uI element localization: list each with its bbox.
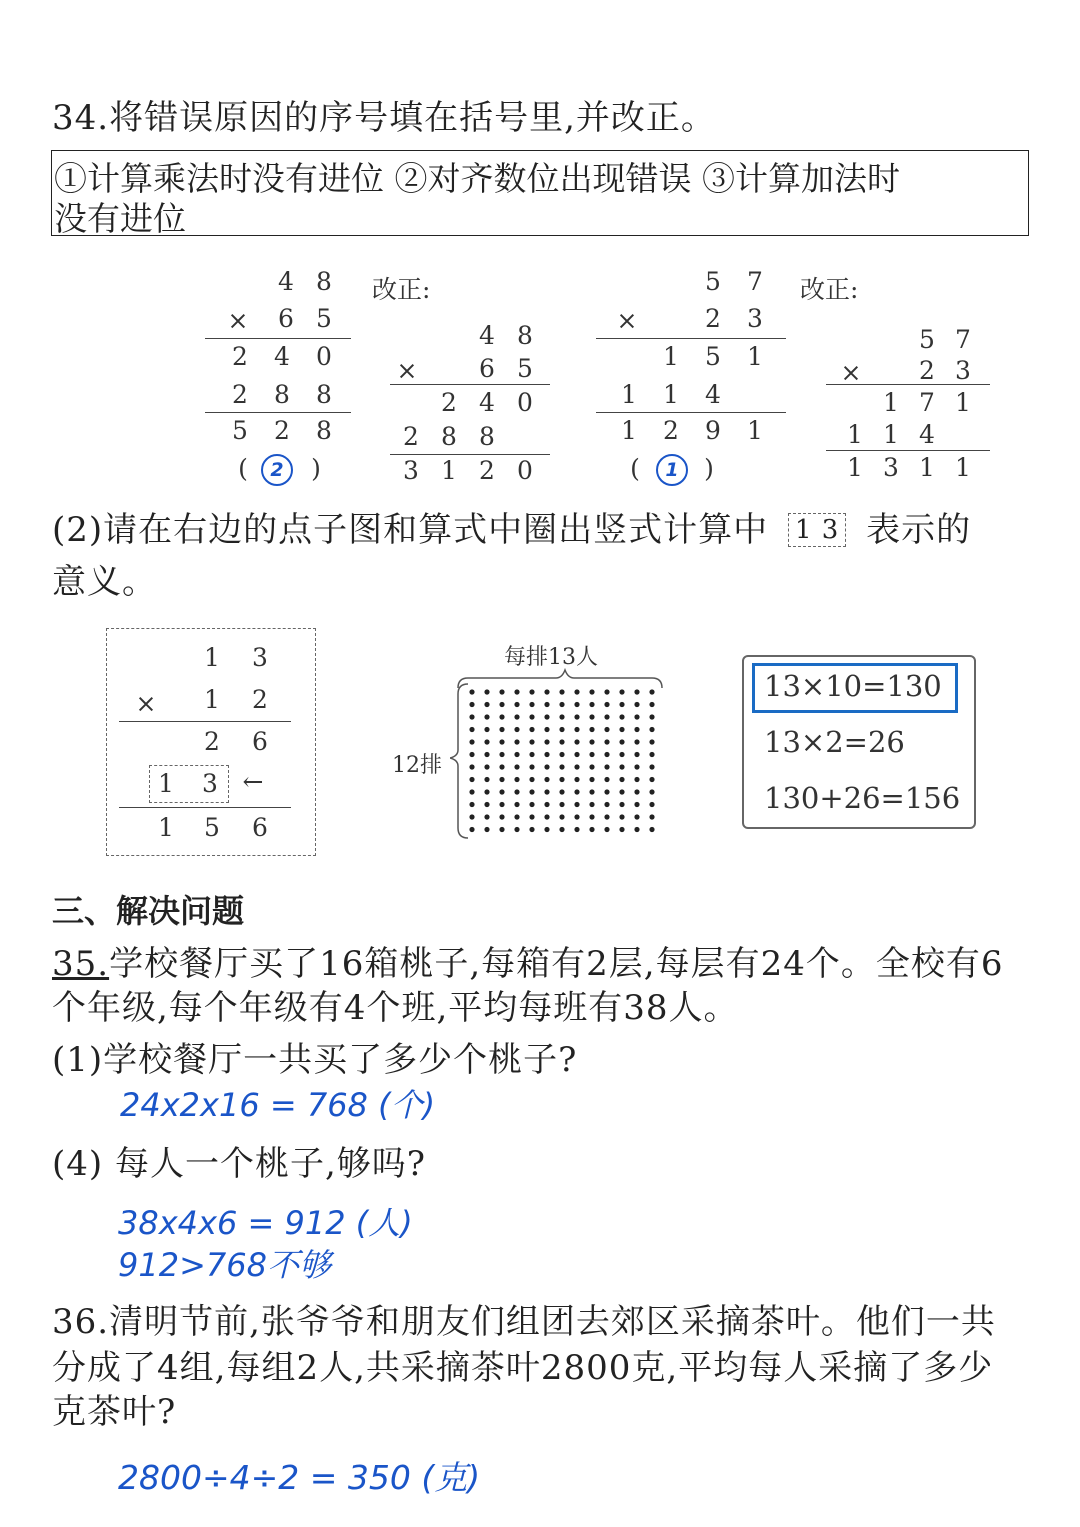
dot <box>469 827 474 832</box>
q34b-vertical-calc <box>106 628 316 856</box>
dot <box>574 714 579 719</box>
digit: 1 <box>847 420 863 449</box>
digit: 8 <box>479 422 495 451</box>
dot <box>604 777 609 782</box>
dot <box>469 752 474 757</box>
dot <box>499 827 504 832</box>
dot <box>514 827 519 832</box>
dot <box>559 827 564 832</box>
dot <box>604 789 609 794</box>
dot <box>559 764 564 769</box>
answer-paren-open: ( <box>238 454 248 483</box>
dot <box>649 814 654 819</box>
dot <box>559 689 564 694</box>
dot <box>499 802 504 807</box>
dot <box>574 702 579 707</box>
dot <box>619 777 624 782</box>
dot <box>619 752 624 757</box>
dot <box>469 714 474 719</box>
dot <box>484 777 489 782</box>
dot <box>484 727 489 732</box>
times-sign: × <box>396 356 418 385</box>
dot <box>634 752 639 757</box>
digit: 1 <box>883 420 899 449</box>
dot <box>619 739 624 744</box>
q34-fix1-label: 改正: <box>372 275 431 304</box>
digit: 2 <box>252 685 268 714</box>
q34-reasons-line2: 没有进位 <box>54 199 186 238</box>
dot <box>484 827 489 832</box>
q34b-prompt <box>52 508 971 552</box>
dot <box>514 739 519 744</box>
dot <box>634 739 639 744</box>
digit: 1 <box>747 416 763 445</box>
dot <box>529 814 534 819</box>
digit: 0 <box>517 456 533 485</box>
dot <box>574 777 579 782</box>
digit: 1 <box>747 342 763 371</box>
dot <box>634 764 639 769</box>
digit: 5 <box>232 416 248 445</box>
digit: 1 <box>204 685 220 714</box>
dot <box>559 802 564 807</box>
dot <box>544 752 549 757</box>
dot <box>589 789 594 794</box>
q36-line3: 克茶叶? <box>52 1392 177 1432</box>
digit: 1 <box>204 643 220 672</box>
digit: 5 <box>705 342 721 371</box>
side-brace <box>450 684 468 838</box>
dot <box>469 789 474 794</box>
dot <box>589 727 594 732</box>
times-sign: × <box>840 358 862 387</box>
dot <box>469 802 474 807</box>
q34-reasons-line1: ①计算乘法时没有进位 ②对齐数位出现错误 ③计算加法时 <box>54 159 900 198</box>
dot <box>619 764 624 769</box>
dot <box>529 827 534 832</box>
rule <box>119 807 291 808</box>
dot <box>544 814 549 819</box>
dot <box>634 827 639 832</box>
equations-box <box>742 655 976 829</box>
digit: 5 <box>316 304 332 333</box>
digit: 1 <box>955 388 971 417</box>
digit: 5 <box>517 354 533 383</box>
dot <box>619 702 624 707</box>
dot <box>544 827 549 832</box>
dot <box>499 752 504 757</box>
digit: 7 <box>955 325 971 354</box>
dot <box>649 777 654 782</box>
dot <box>619 689 624 694</box>
dot <box>529 702 534 707</box>
q34-calc1 <box>205 262 355 492</box>
dot <box>604 802 609 807</box>
dot <box>544 727 549 732</box>
dot <box>604 752 609 757</box>
dot <box>484 802 489 807</box>
digit: 6 <box>252 813 268 842</box>
dot <box>619 814 624 819</box>
digit: 0 <box>316 342 332 371</box>
dot <box>514 689 519 694</box>
answer-circled-number: 1 <box>656 454 688 486</box>
dot <box>589 827 594 832</box>
digit: 1 <box>955 453 971 482</box>
dot <box>484 814 489 819</box>
dot <box>499 727 504 732</box>
dot <box>559 739 564 744</box>
q34-reasons-box <box>51 150 1029 236</box>
dot <box>574 764 579 769</box>
q34-fix2 <box>826 320 996 490</box>
times-sign: × <box>135 689 157 718</box>
digit: 2 <box>232 342 248 371</box>
digit: 2 <box>919 356 935 385</box>
digit: 4 <box>479 388 495 417</box>
q36-answer-handwritten: 2800÷4÷2 = 350 (克) <box>118 1458 481 1497</box>
digit: 8 <box>316 267 332 296</box>
dot <box>469 727 474 732</box>
dot <box>634 814 639 819</box>
dot <box>634 802 639 807</box>
rule <box>119 721 291 722</box>
dot <box>649 727 654 732</box>
dot <box>604 739 609 744</box>
digit: 4 <box>274 342 290 371</box>
digit: 8 <box>274 380 290 409</box>
digit: 1 <box>919 453 935 482</box>
dot <box>604 827 609 832</box>
digit: 2 <box>479 456 495 485</box>
dot <box>589 714 594 719</box>
digit: 1 <box>663 342 679 371</box>
digit: 3 <box>883 453 899 482</box>
dot <box>649 714 654 719</box>
digit: 2 <box>274 416 290 445</box>
digit: 1 <box>621 416 637 445</box>
dot <box>529 689 534 694</box>
top-brace <box>458 670 662 688</box>
digit: 1 <box>847 453 863 482</box>
q35-sub1: (1)学校餐厅一共买了多少个桃子? <box>52 1040 578 1080</box>
dot <box>529 802 534 807</box>
equation-3: 130+26=156 <box>764 781 961 815</box>
digit: 4 <box>479 321 495 350</box>
q34-fix1 <box>390 316 555 491</box>
dot <box>559 777 564 782</box>
dot <box>514 789 519 794</box>
dot <box>514 752 519 757</box>
dot <box>544 689 549 694</box>
dot <box>634 727 639 732</box>
dot <box>574 814 579 819</box>
dot <box>469 764 474 769</box>
digit: 1 <box>663 380 679 409</box>
dot <box>544 739 549 744</box>
dot <box>574 802 579 807</box>
dot <box>514 764 519 769</box>
dot <box>589 814 594 819</box>
dot <box>649 789 654 794</box>
dot <box>574 739 579 744</box>
q35-answer4b-handwritten: 912>768不够 <box>118 1246 331 1284</box>
dot <box>574 689 579 694</box>
dot <box>469 689 474 694</box>
digit: 1 <box>441 456 457 485</box>
dot <box>484 764 489 769</box>
dot <box>649 802 654 807</box>
digit: 8 <box>517 321 533 350</box>
section-heading: 三、解决问题 <box>52 892 245 930</box>
digit: 8 <box>316 380 332 409</box>
dot <box>649 739 654 744</box>
dot <box>559 714 564 719</box>
q34b-text-before: (2)请在右边的点子图和算式中圈出竖式计算中 <box>52 510 769 550</box>
dot <box>544 714 549 719</box>
dot <box>514 714 519 719</box>
dot-grid <box>469 689 654 832</box>
digit: 5 <box>204 813 220 842</box>
dot <box>529 739 534 744</box>
dot <box>649 689 654 694</box>
dot <box>499 689 504 694</box>
dots-side-label: 12排 <box>392 753 442 778</box>
dot <box>649 752 654 757</box>
dot <box>514 727 519 732</box>
rule <box>205 338 351 339</box>
dot <box>634 789 639 794</box>
rule <box>390 454 550 455</box>
rule <box>826 450 990 451</box>
dot <box>574 727 579 732</box>
arrow-left-icon: ← <box>242 767 264 796</box>
dot <box>604 714 609 719</box>
rule <box>826 384 990 385</box>
digit: 3 <box>955 356 971 385</box>
dot-array-figure <box>450 668 675 848</box>
dot <box>499 814 504 819</box>
q35-answer4a-handwritten: 38x4x6 = 912 (人) <box>118 1204 413 1242</box>
q34b-boxed-number: 1 3 <box>788 513 846 547</box>
dot <box>484 689 489 694</box>
dot <box>589 777 594 782</box>
q34b-line2: 意义。 <box>52 562 157 602</box>
answer-paren-close: ) <box>704 454 714 483</box>
answer-paren-open: ( <box>630 454 640 483</box>
dot <box>484 714 489 719</box>
q35-sub4: (4) 每人一个桃子,够吗? <box>52 1144 427 1184</box>
q36-line1: 36.清明节前,张爷爷和朋友们组团去郊区采摘茶叶。他们一共 <box>52 1302 996 1342</box>
dot <box>619 789 624 794</box>
digit: 7 <box>747 267 763 296</box>
digit: 4 <box>705 380 721 409</box>
dot <box>589 702 594 707</box>
rule <box>390 384 550 385</box>
dot <box>544 802 549 807</box>
q35-number: 35. <box>52 944 110 984</box>
dot <box>529 714 534 719</box>
dot <box>634 714 639 719</box>
dot <box>514 777 519 782</box>
q35-line2: 个年级,每个年级有4个班,平均每班有38人。 <box>52 988 739 1028</box>
digit: 1 <box>621 380 637 409</box>
digit: 3 <box>252 643 268 672</box>
dot <box>499 714 504 719</box>
answer-circled-number: 2 <box>261 454 293 486</box>
dot <box>649 827 654 832</box>
q34-title: 34.将错误原因的序号填在括号里,并改正。 <box>52 98 716 138</box>
dot <box>484 789 489 794</box>
dot <box>619 727 624 732</box>
dot <box>529 789 534 794</box>
dot <box>604 764 609 769</box>
dot <box>514 802 519 807</box>
digit: 8 <box>316 416 332 445</box>
dot <box>559 752 564 757</box>
q36-line2: 分成了4组,每组2人,共采摘茶叶2800克,平均每人采摘了多少 <box>52 1348 994 1388</box>
dot <box>499 777 504 782</box>
rule <box>205 412 351 413</box>
q34-calc2 <box>596 262 791 492</box>
dot <box>499 789 504 794</box>
dot <box>544 777 549 782</box>
times-sign: × <box>616 306 638 335</box>
digit: 2 <box>441 388 457 417</box>
dot <box>589 739 594 744</box>
digit: 6 <box>252 727 268 756</box>
digit: 0 <box>517 388 533 417</box>
q35-answer1-handwritten: 24x2x16 = 768 (个) <box>120 1086 436 1124</box>
dot <box>589 752 594 757</box>
dots-top-label: 每排13人 <box>504 645 598 670</box>
dot <box>544 789 549 794</box>
dot <box>649 764 654 769</box>
digit: 6 <box>278 304 294 333</box>
dot <box>559 789 564 794</box>
dot <box>559 727 564 732</box>
dot <box>604 814 609 819</box>
q35-line1 <box>52 942 1003 986</box>
dot <box>559 814 564 819</box>
digit: 1 <box>883 388 899 417</box>
dot <box>544 702 549 707</box>
dot <box>469 739 474 744</box>
digit: 3 <box>202 769 218 798</box>
dot <box>529 777 534 782</box>
dot <box>514 702 519 707</box>
digit: 8 <box>441 422 457 451</box>
dot <box>544 764 549 769</box>
digit: 5 <box>705 267 721 296</box>
times-sign: × <box>227 306 249 335</box>
dot <box>529 764 534 769</box>
dot <box>619 827 624 832</box>
digit: 4 <box>278 267 294 296</box>
rule <box>596 412 786 413</box>
dot <box>634 702 639 707</box>
q35-text: 学校餐厅买了16箱桃子,每箱有2层,每层有24个。全校有6 <box>109 944 1004 984</box>
dot <box>484 752 489 757</box>
dot <box>484 702 489 707</box>
digit: 1 <box>158 813 174 842</box>
dot <box>604 727 609 732</box>
digit: 6 <box>479 354 495 383</box>
digit: 3 <box>747 304 763 333</box>
dot <box>619 802 624 807</box>
dot <box>514 814 519 819</box>
dot <box>529 727 534 732</box>
digit: 2 <box>663 416 679 445</box>
dot <box>469 702 474 707</box>
dot <box>469 777 474 782</box>
dot <box>574 827 579 832</box>
dot <box>529 752 534 757</box>
dot <box>634 689 639 694</box>
digit: 2 <box>232 380 248 409</box>
digit: 2 <box>204 727 220 756</box>
dot <box>499 702 504 707</box>
dot <box>649 702 654 707</box>
dot <box>469 814 474 819</box>
dot <box>619 714 624 719</box>
dot <box>604 689 609 694</box>
answer-paren-close: ) <box>311 454 321 483</box>
digit: 7 <box>919 388 935 417</box>
dot <box>574 752 579 757</box>
dot <box>589 764 594 769</box>
dot <box>559 702 564 707</box>
dot <box>499 764 504 769</box>
dot <box>484 739 489 744</box>
digit: 5 <box>919 325 935 354</box>
digit: 4 <box>919 420 935 449</box>
dot <box>634 777 639 782</box>
dot <box>574 789 579 794</box>
dot <box>589 689 594 694</box>
digit: 2 <box>705 304 721 333</box>
digit: 2 <box>403 422 419 451</box>
rule <box>596 338 786 339</box>
equation-1: 13×10=130 <box>764 669 942 703</box>
digit: 1 <box>158 769 174 798</box>
dot <box>589 802 594 807</box>
digit: 3 <box>403 456 419 485</box>
dot <box>499 739 504 744</box>
digit: 9 <box>705 416 721 445</box>
q34-fix2-label: 改正: <box>800 275 859 304</box>
q34b-text-after: 表示的 <box>866 510 972 550</box>
dot <box>604 702 609 707</box>
equation-2: 13×2=26 <box>764 725 905 759</box>
